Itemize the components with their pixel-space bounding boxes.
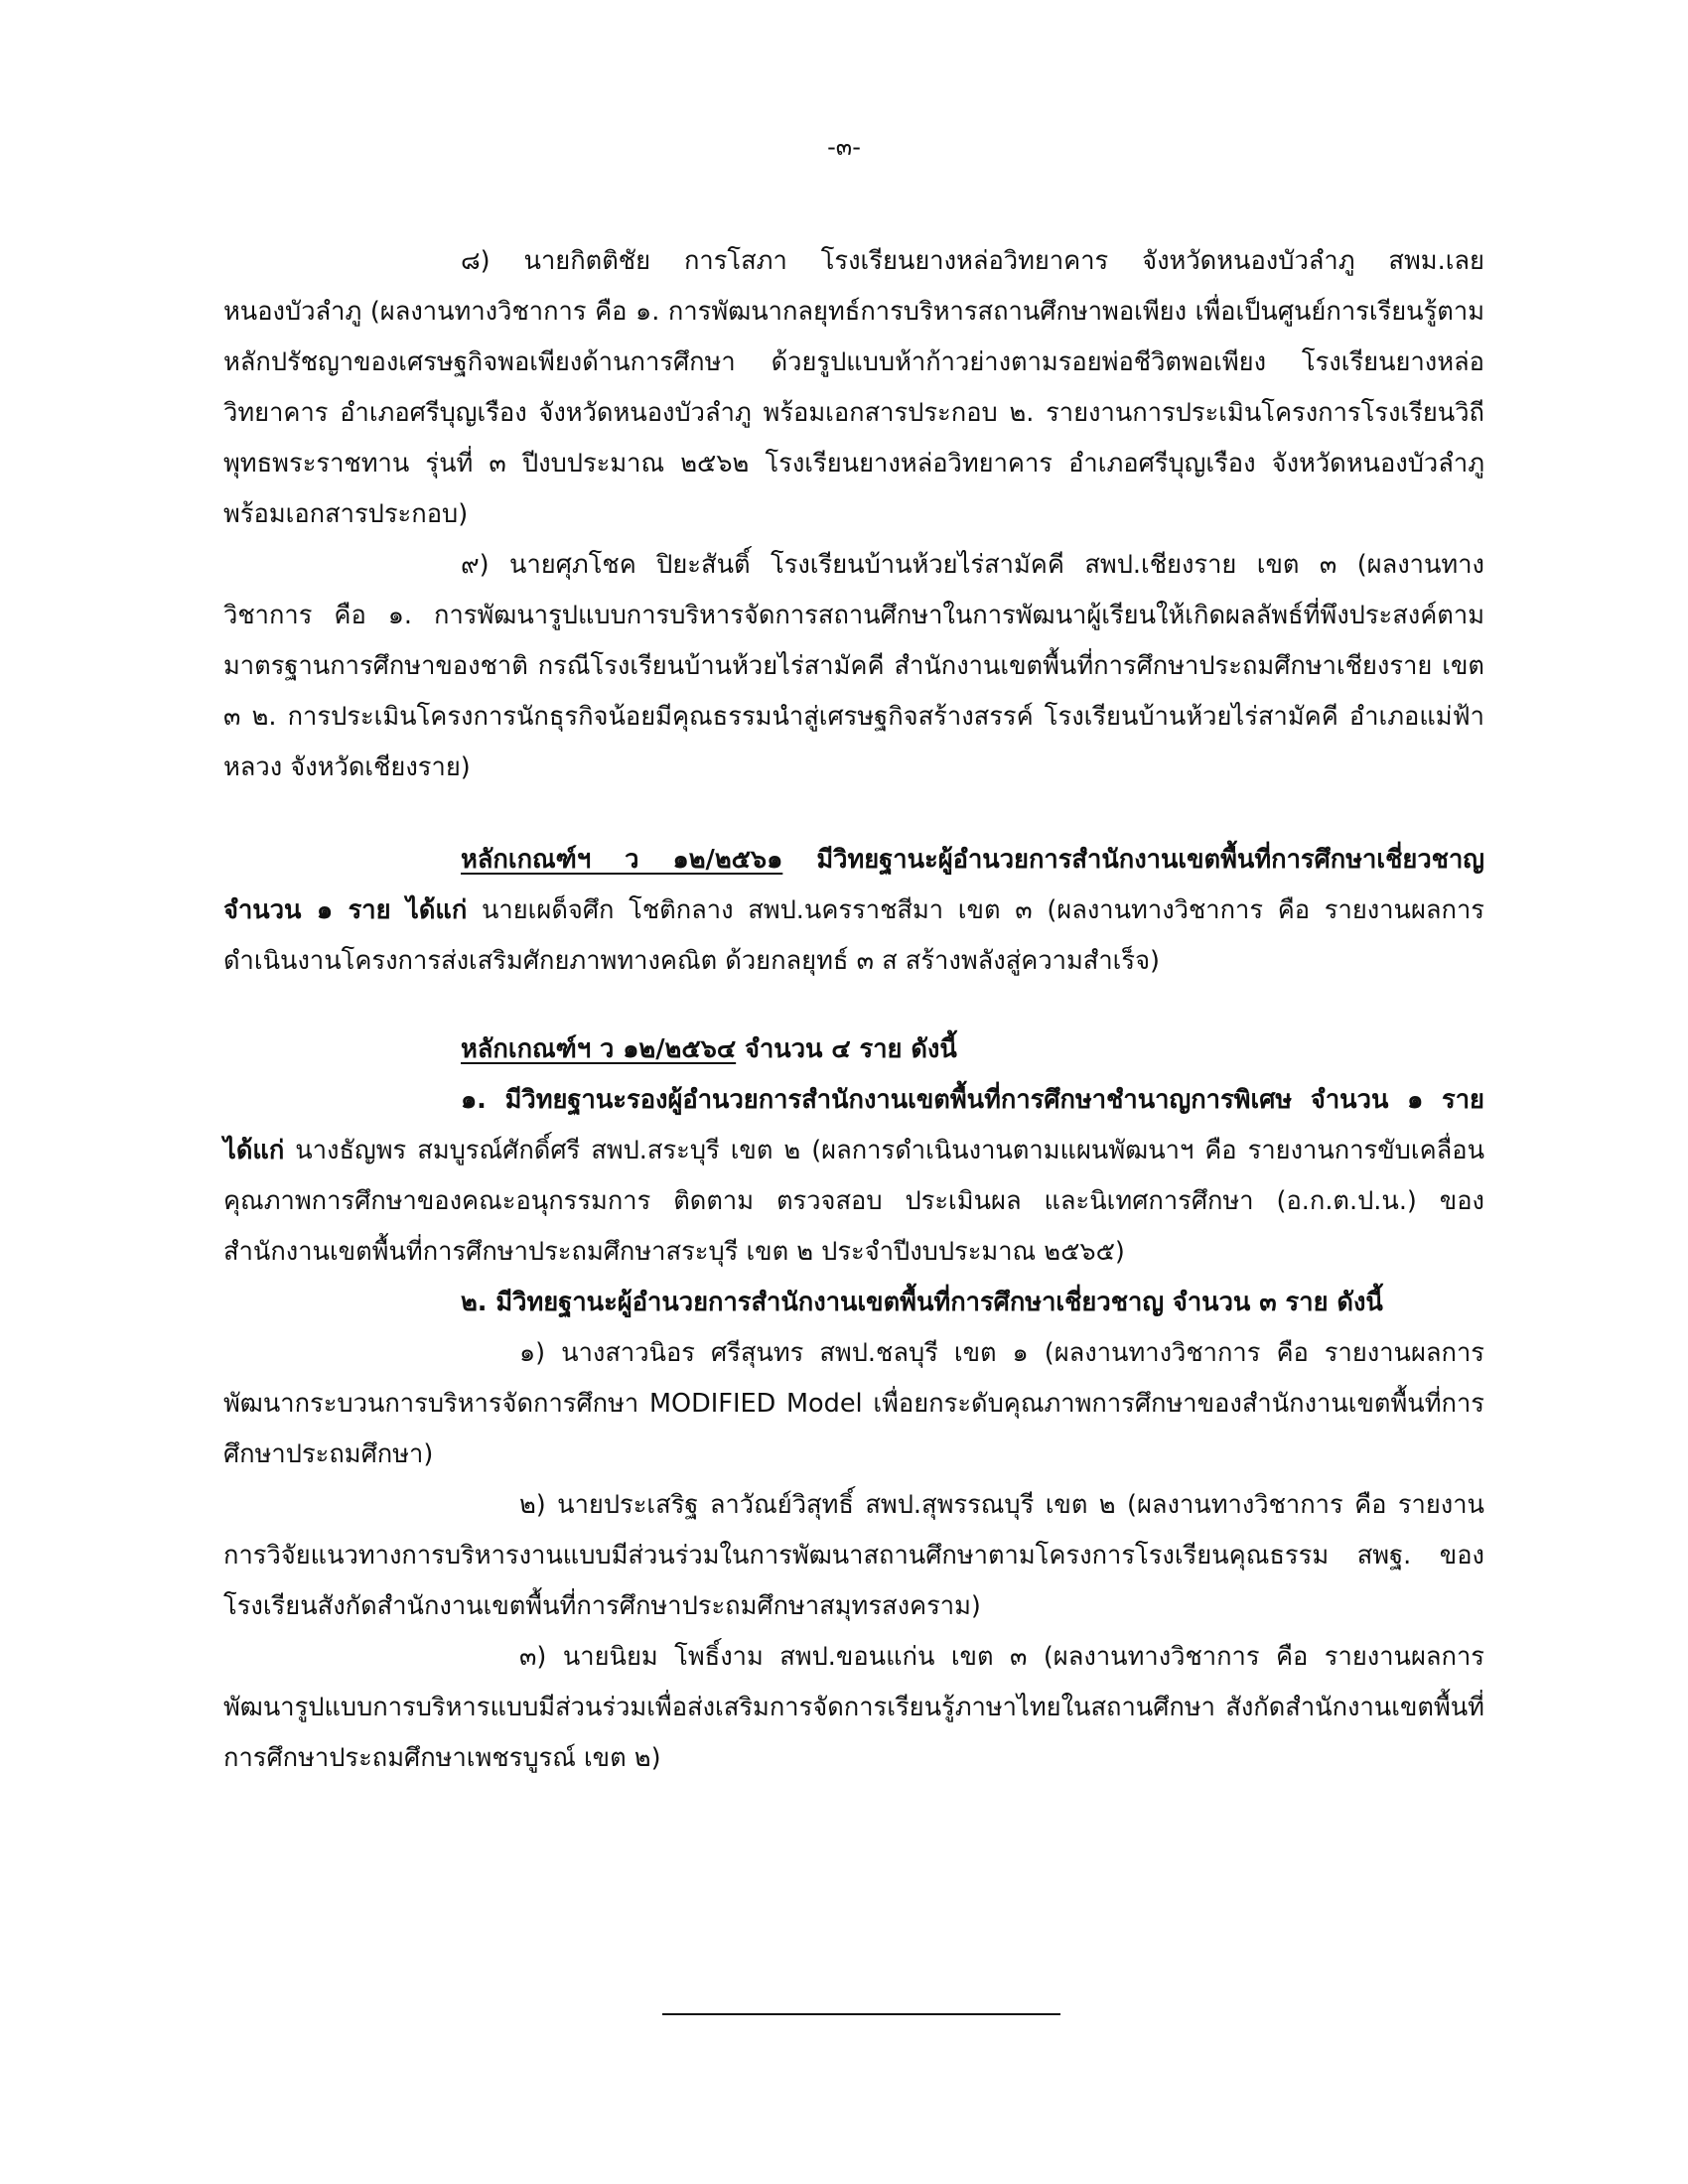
list-item-9: ๙) นายศุภโชค ปิยะสันติ์ โรงเรียนบ้านห้วยไร่สามัคคี สพป.เชียงราย เขต ๓ (ผลงานทางวิชาการ คือ ๑. การพัฒนารูปแบบการบริหารจัดการสถานศึกษาในการพัฒนาผู้เรียนให้เกิดผลลัพธ์ที่พึงประสงค์ตามมาตรฐานการศึกษาของชาติ กรณีโรงเรียนบ้านห้วยไร่สามัคคี สำนักงานเขตพื้นที่การศึกษาประถมศึกษาเชียงราย เขต ๓ ๒. การประเมินโครงการนักธุรกิจน้อยมีคุณธรรมนำสู่เศรษฐกิจสร้างสรรค์ โรงเรียนบ้านห้วยไร่สามัคคี อำเภอแม่ฟ้าหลวง จังหวัดเชียงราย) [223, 550, 1484, 782]
sub2-item-3: ๓) นายนิยม โพธิ์งาม สพป.ขอนแก่น เขต ๓ (ผลงานทางวิชาการ คือ รายงานผลการพัฒนารูปแบบการบริหารแบบมีส่วนร่วมเพื่อส่งเสริมการจัดการเรียนรู้ภาษาไทยในสถานศึกษา สังกัดสำนักงานเขตพื้นที่การศึกษาประถมศึกษาเพชรบูรณ์ เขต ๒) [223, 1642, 1484, 1773]
sub1-heading: ๑. มีวิทยฐานะรองผู้อำนวยการสำนักงานเขตพื้นที่การศึกษาชำนาญการพิเศษ จำนวน ๑ ราย ได้แก่ [223, 1085, 1484, 1165]
sub1-body: นางธัญพร สมบูรณ์ศักดิ์ศรี สพป.สระบุรี เขต ๒ (ผลการดำเนินงานตามแผนพัฒนาฯ คือ รายงานการขับเคลื่อนคุณภาพการศึกษาของคณะอนุกรรมการ ติดตาม ตรวจสอบ ประเมินผล และนิเทศการศึกษา (อ.ก.ต.ป.น.) ของสำนักงานเขตพื้นที่การศึกษาประถมศึกษาสระบุรี เขต ๒ ประจำปีงบประมาณ ๒๕๖๕) [223, 1136, 1484, 1267]
sub2-heading: ๒. มีวิทยฐานะผู้อำนวยการสำนักงานเขตพื้นที่การศึกษาเชี่ยวชาญ จำนวน ๓ ราย ดังนี้ [461, 1288, 1383, 1317]
criteria-2564-section [223, 1024, 1484, 1075]
criteria-2564-sub2-heading [223, 1278, 1484, 1328]
criteria-2561-section [223, 835, 1484, 987]
sub2-item-2: ๒) นายประเสริฐ ลาวัณย์วิสุทธิ์ สพป.สุพรรณบุรี เขต ๒ (ผลงานทางวิชาการ คือ รายงานการวิจัยแนวทางการบริหารงานแบบมีส่วนร่วมในการพัฒนาสถานศึกษาตามโครงการโรงเรียนคุณธรรม สพฐ. ของโรงเรียนสังกัดสำนักงานเขตพื้นที่การศึกษาประถมศึกษาสมุทรสงคราม) [223, 1490, 1484, 1621]
list-item-8: ๘) นายกิตติชัย การโสภา โรงเรียนยางหล่อวิทยาคาร จังหวัดหนองบัวลำภู สพม.เลย หนองบัวลำภู (ผลงานทางวิชาการ คือ ๑. การพัฒนากลยุทธ์การบริหารสถานศึกษาพอเพียง เพื่อเป็นศูนย์การเรียนรู้ตามหลักปรัชญาของเศรษฐกิจพอเพียงด้านการศึกษา ด้วยรูปแบบห้าก้าวย่างตามรอยพ่อชีวิตพอเพียง โรงเรียนยางหล่อวิทยาคาร อำเภอศรีบุญเรือง จังหวัดหนองบัวลำภู พร้อมเอกสารประกอบ ๒. รายงานการประเมินโครงการโรงเรียนวิถีพุทธพระราชทาน รุ่นที่ ๓ ปีงบประมาณ ๒๕๖๒ โรงเรียนยางหล่อวิทยาคาร อำเภอศรีบุญเรือง จังหวัดหนองบัวลำภู พร้อมเอกสารประกอบ) [223, 246, 1484, 529]
page-number: -๓- [827, 133, 861, 161]
footer-divider [662, 2013, 1060, 2015]
document-body [223, 236, 1484, 1784]
criteria-2564-sub1 [223, 1075, 1484, 1278]
criteria-2561-body: นายเผด็จศึก โชติกลาง สพป.นครราชสีมา เขต ๓ (ผลงานทางวิชาการ คือ รายงานผลการดำเนินงานโครงการส่งเสริมศักยภาพทางคณิต ด้วยกลยุทธ์ ๓ ส สร้างพลังสู่ความสำเร็จ) [223, 895, 1484, 976]
criteria-2561-heading-rest: มีวิทยฐานะผู้อำนวยการสำนักงานเขตพื้นที่การศึกษาเชี่ยวชาญ จำนวน ๑ ราย ได้แก่ [223, 845, 1484, 925]
criteria-2564-heading-rest: จำนวน ๔ ราย ดังนี้ [736, 1034, 957, 1064]
sub2-item-1: ๑) นางสาวนิอร ศรีสุนทร สพป.ชลบุรี เขต ๑ (ผลงานทางวิชาการ คือ รายงานผลการพัฒนากระบวนการบริหารจัดการศึกษา MODIFIED Model เพื่อยกระดับคุณภาพการศึกษาของสำนักงานเขตพื้นที่การศึกษาประถมศึกษา) [223, 1338, 1484, 1469]
criteria-2564-heading: หลักเกณฑ์ฯ ว ๑๒/๒๕๖๔ [461, 1034, 737, 1064]
criteria-2561-heading: หลักเกณฑ์ฯ ว ๑๒/๒๕๖๑ [461, 845, 783, 875]
